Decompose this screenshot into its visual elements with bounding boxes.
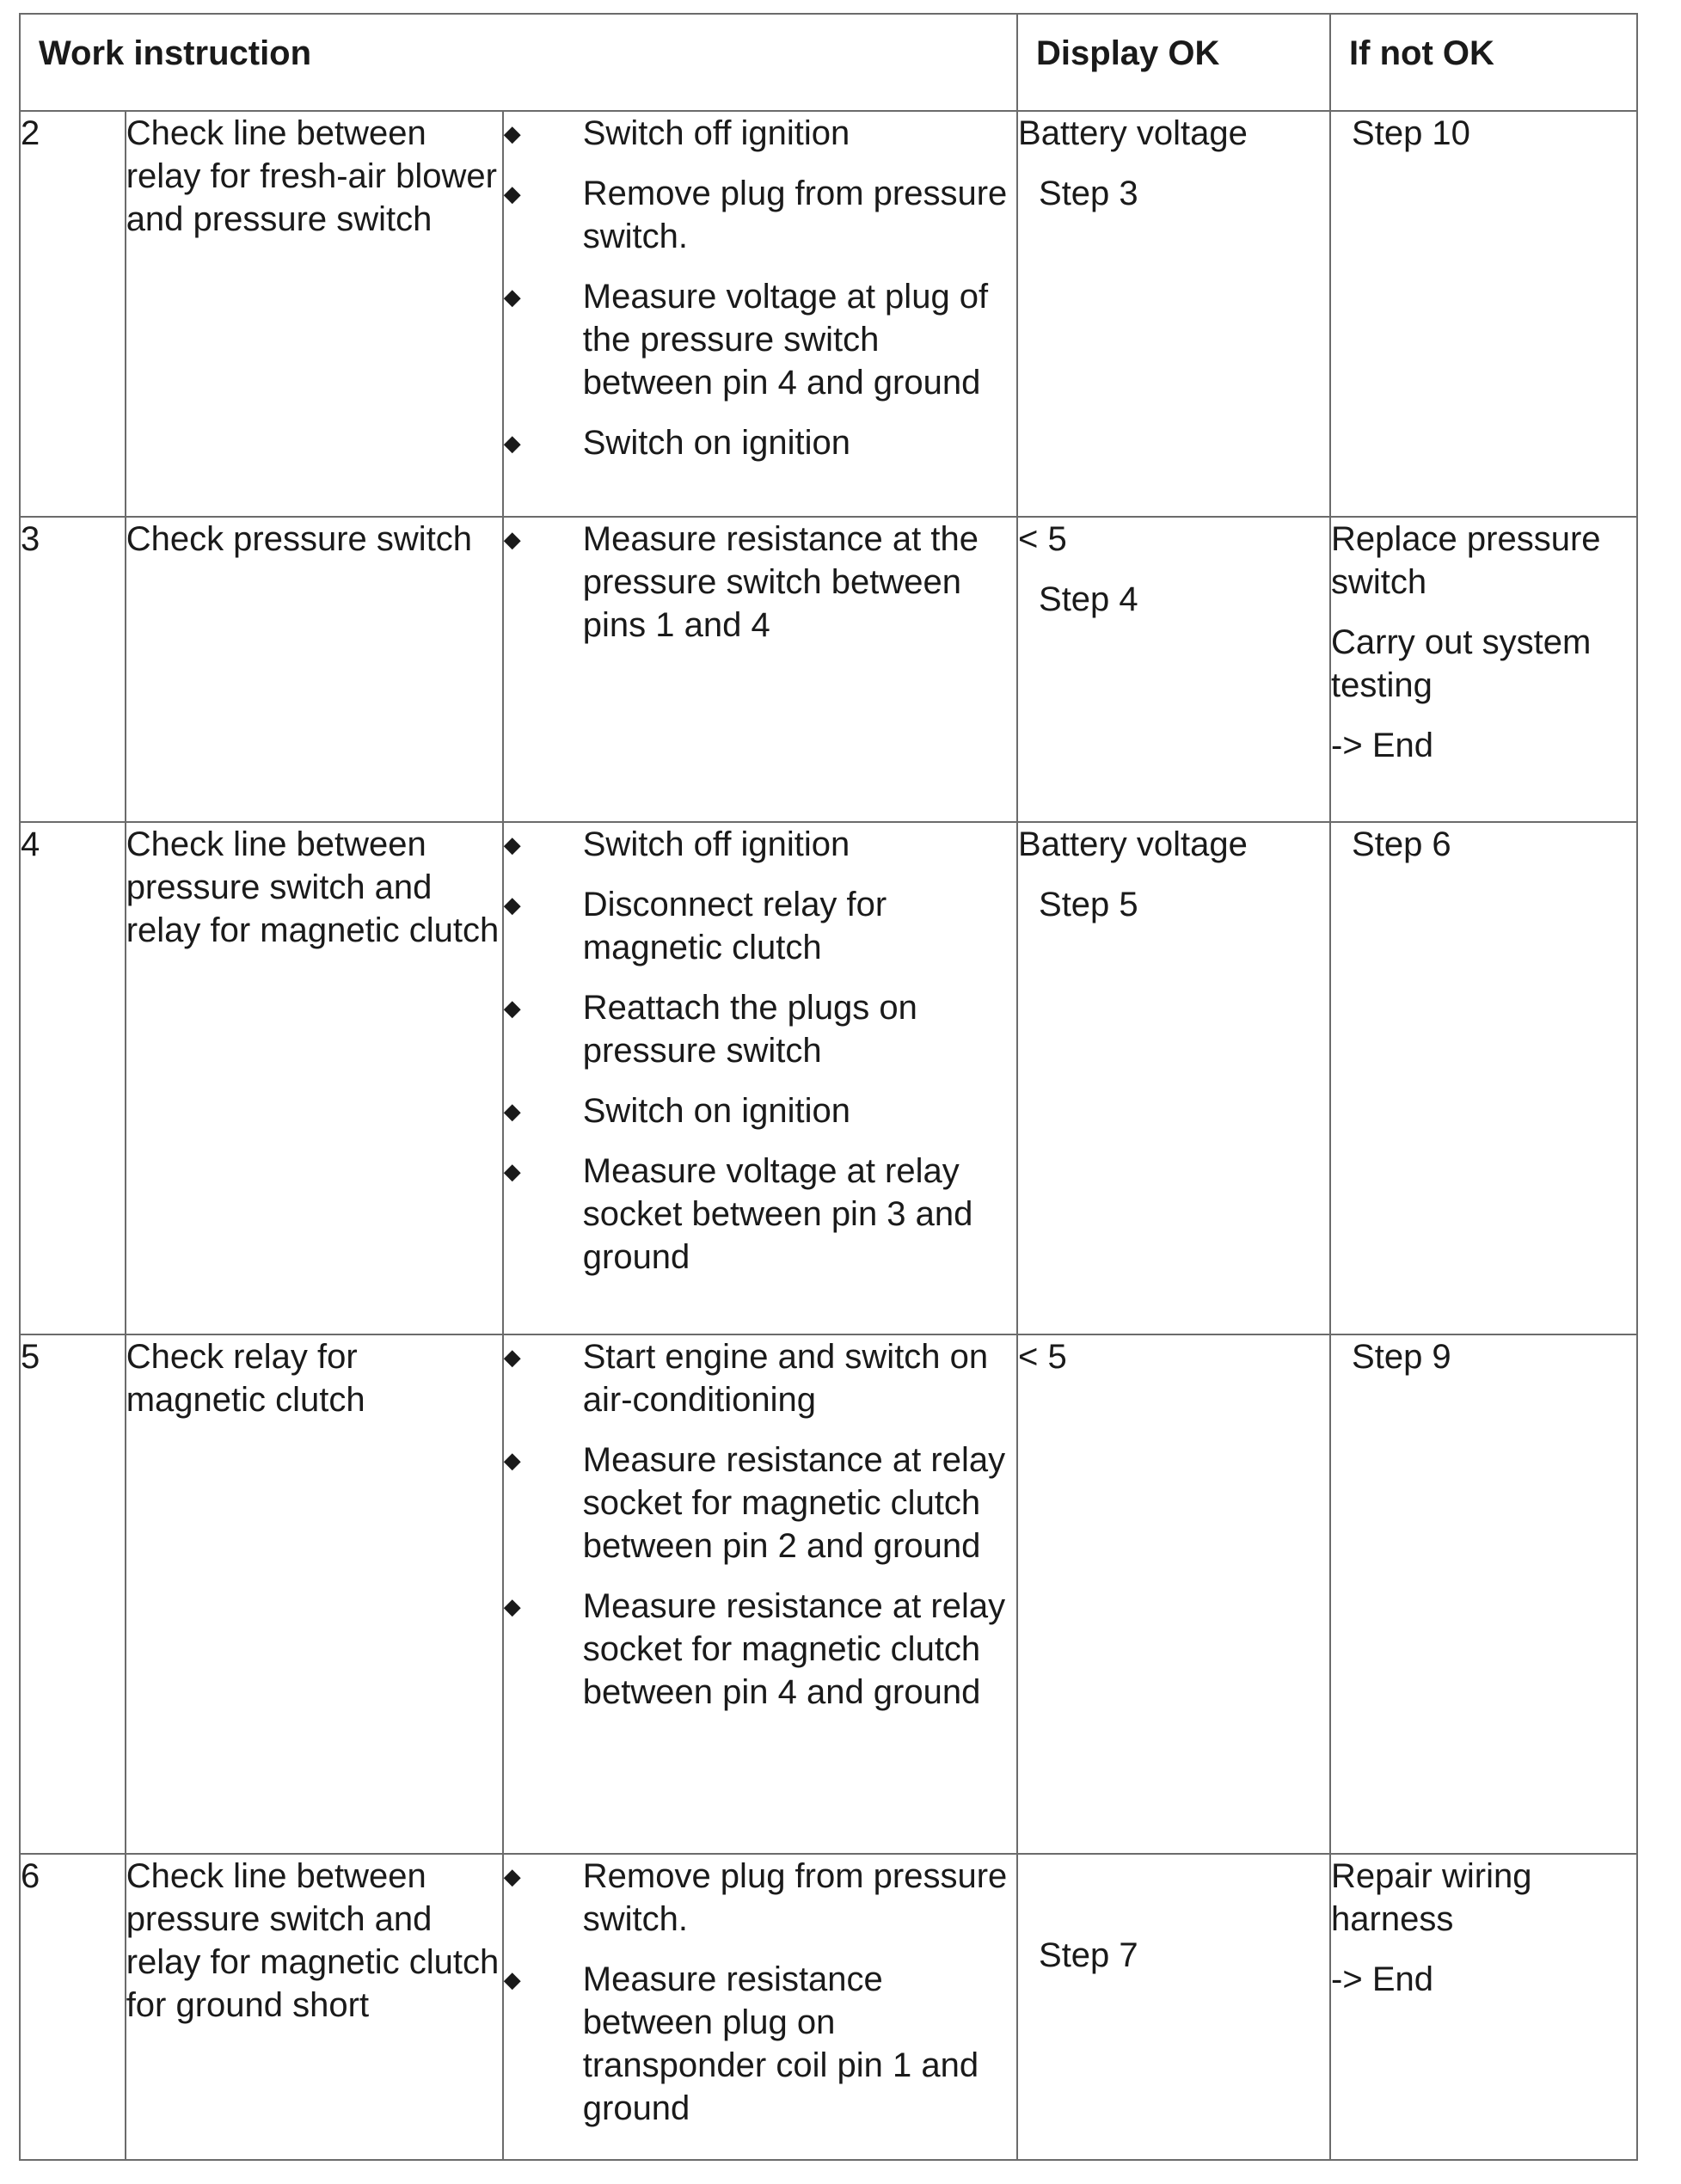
not-ok-line: -> End [1331,727,1433,764]
display-ok-value: Battery voltage [1018,825,1248,863]
not-ok-line: Replace pressure switch [1331,520,1601,601]
display-ok-cell [1017,1334,1330,1854]
action-text: Measure resistance at relay socket for magnetic clutch between pin 2 and ground [582,1441,1006,1565]
action-item [504,1585,1016,1714]
diamond-bullet-icon: ◆ [503,1447,521,1473]
action-item [504,1439,1016,1567]
display-ok-cell [1017,111,1330,517]
action-text: Switch on ignition [582,1092,851,1130]
action-item [504,112,1016,155]
header-if-not-ok: If not OK [1330,14,1637,111]
action-text: Remove plug from pressure switch. [582,175,1008,255]
action-text: Switch off ignition [582,114,850,152]
ok-next-step: Step 5 [1039,886,1138,923]
action-item [504,1150,1016,1279]
action-text: Switch on ignition [582,424,851,462]
step-title: Check relay for magnetic clutch [126,1334,503,1854]
diamond-bullet-icon: ◆ [503,1158,521,1184]
header-work-instruction: Work instruction [20,14,1017,111]
action-text: Switch off ignition [582,825,850,863]
step-actions [503,517,1017,822]
action-text: Measure resistance at the pressure switch between pins 1 and 4 [582,520,979,644]
ok-next-step: Step 3 [1039,175,1138,212]
if-not-ok-cell [1330,1334,1637,1854]
action-item [504,518,1016,647]
action-text: Start engine and switch on air-conditioning [582,1338,989,1419]
step-actions [503,822,1017,1334]
action-item [504,172,1016,258]
if-not-ok-cell [1330,822,1637,1334]
action-item [504,1958,1016,2130]
diamond-bullet-icon: ◆ [503,1344,521,1370]
display-ok-cell [1017,517,1330,822]
step-title: Check line between relay for fresh-air blower and pressure switch [126,111,503,517]
diamond-bullet-icon: ◆ [503,1593,521,1619]
step-number: 5 [20,1334,126,1854]
step-title: Check line between pressure switch and relay for magnetic clutch [126,822,503,1334]
action-text: Disconnect relay for magnetic clutch [582,886,887,966]
diamond-bullet-icon: ◆ [503,831,521,857]
not-ok-line: -> End [1331,1960,1433,1998]
table-row [20,517,1637,822]
diamond-bullet-icon: ◆ [503,430,521,456]
display-ok-value: Battery voltage [1018,114,1248,152]
step-number: 3 [20,517,126,822]
diamond-bullet-icon: ◆ [503,1098,521,1124]
diamond-bullet-icon: ◆ [503,995,521,1021]
action-text: Remove plug from pressure switch. [582,1857,1008,1938]
action-item [504,275,1016,404]
ok-next-step: Step 7 [1039,1936,1138,1974]
diamond-bullet-icon: ◆ [503,1863,521,1889]
action-text: Measure resistance between plug on transponder coil pin 1 and ground [582,1960,979,2127]
action-item [504,1089,1016,1132]
if-not-ok-cell [1330,111,1637,517]
if-not-ok-cell [1330,517,1637,822]
action-text: Measure voltage at relay socket between pin 3 and ground [582,1152,973,1276]
work-instruction-table [19,13,1638,2161]
action-item [504,421,1016,464]
diamond-bullet-icon: ◆ [503,120,521,146]
table-row [20,822,1637,1334]
not-ok-line: Step 10 [1352,114,1470,152]
header-display-ok: Display OK [1017,14,1330,111]
action-item [504,883,1016,969]
step-number: 2 [20,111,126,517]
action-text: Reattach the plugs on pressure switch [582,989,917,1070]
display-ok-cell [1017,1854,1330,2160]
table-row [20,1334,1637,1854]
diamond-bullet-icon: ◆ [503,1966,521,1992]
ok-next-step: Step 4 [1039,580,1138,618]
step-number: 6 [20,1854,126,2160]
step-actions [503,1854,1017,2160]
not-ok-line: Step 6 [1352,825,1451,863]
step-title: Check line between pressure switch and relay for magnetic clutch for ground short [126,1854,503,2160]
diamond-bullet-icon: ◆ [503,892,521,917]
not-ok-line: Repair wiring harness [1331,1857,1532,1938]
action-item [504,986,1016,1072]
if-not-ok-cell [1330,1854,1637,2160]
action-item [504,1335,1016,1421]
diamond-bullet-icon: ◆ [503,181,521,206]
table-row [20,1854,1637,2160]
step-title: Check pressure switch [126,517,503,822]
display-ok-value: < 5 [1018,1338,1067,1376]
diamond-bullet-icon: ◆ [503,526,521,552]
step-actions [503,111,1017,517]
step-actions [503,1334,1017,1854]
action-text: Measure resistance at relay socket for magnetic clutch between pin 4 and ground [582,1587,1006,1711]
not-ok-line: Carry out system testing [1331,623,1592,704]
action-item [504,1855,1016,1941]
table-row [20,111,1637,517]
action-text: Measure voltage at plug of the pressure switch between pin 4 and ground [582,278,989,402]
display-ok-cell [1017,822,1330,1334]
table-header-row [20,14,1637,111]
not-ok-line: Step 9 [1352,1338,1451,1376]
display-ok-value: < 5 [1018,520,1067,558]
diamond-bullet-icon: ◆ [503,284,521,310]
step-number: 4 [20,822,126,1334]
action-item [504,823,1016,866]
